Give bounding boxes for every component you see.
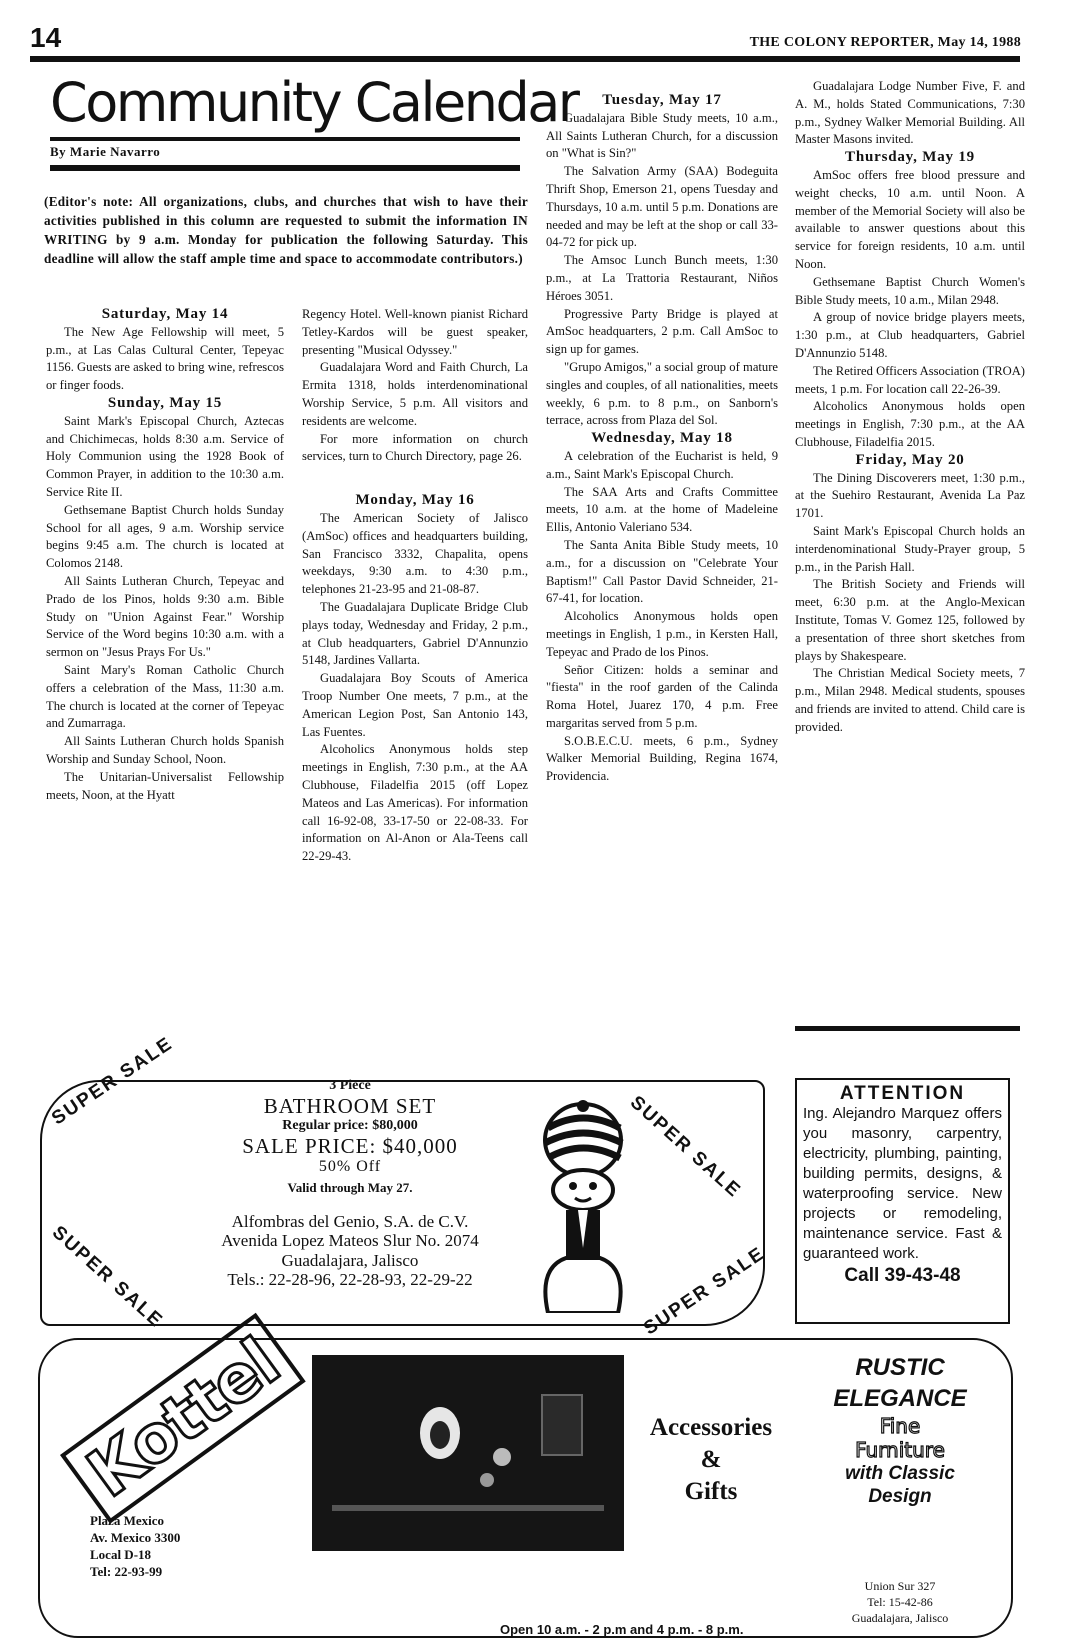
day-heading-saturday: Saturday, May 14 <box>101 306 229 322</box>
day-heading-tuesday: Tuesday, May 17 <box>602 92 722 108</box>
byline-rule <box>50 165 520 171</box>
listing: The Amsoc Lunch Bunch meets, 1:30 p.m., at La Trattoria Restaurant, Niños Héroes 3051. <box>546 253 778 303</box>
listing: All Saints Lutheran Church, Tepeyac and Prado de los Pinos, holds 9:30 a.m. Bible Study on "Union Against Fear." Worship Service of the Word begins 10:30 a.m. with a sermon on "Jesus Prays For Us." <box>46 573 284 660</box>
super-sale-stamp: SUPER SALE <box>47 1222 168 1333</box>
listing: Saint Mark's Episcopal Church holds an interdenominational Study-Prayer group, 5 p.m., in the Parish Hall. <box>795 523 1025 574</box>
listing: A group of novice bridge players meets, 1:30 p.m., at Club headquarters, Gabriel D'Annunzio 5148. <box>795 310 1025 360</box>
listing: Guadalajara Word and Faith Church, La Ermita 1318, holds interdenominational Worship Service, 5 p.m. All visitors and residents are welcome. <box>302 360 528 428</box>
store-hours: Open 10 a.m. - 2 p.m and 4 p.m. - 8 p.m. <box>500 1622 744 1637</box>
accessories-line: & <box>700 1446 722 1473</box>
page-number: 14 <box>30 22 62 53</box>
listing: The Christian Medical Society meets, 7 p.m., Milan 2948. Medical students, spouses and friends are invited to attend. Child care is provided. <box>795 666 1025 734</box>
rustic-line: with Classic <box>845 1463 955 1484</box>
listing: The Santa Anita Bible Study meets, 10 a.m., for a discussion on "Celebrate Your Baptism!" Call Pastor David Schneider, 21-67-41, for location. <box>546 537 778 606</box>
sale-line: 50% Off <box>318 1158 382 1176</box>
listing: Guadalajara Lodge Number Five, F. and A. M., holds Stated Communications, 7:30 p.m., Sydney Walker Memorial Building. All Master Masons invited. <box>795 79 1025 147</box>
kottel-address-line: Tel: 22-93-99 <box>90 1564 163 1579</box>
sale-line: Avenida Lopez Mateos Slur No. 2074 <box>221 1231 479 1251</box>
listing: Progressive Party Bridge is played at AmSoc headquarters, 2 p.m. Call AmSoc to sign up for games. <box>546 306 778 357</box>
rustic-line: Fine <box>879 1414 921 1438</box>
shop-photo <box>312 1355 624 1551</box>
sale-line: Regular price: $80,000 <box>282 1118 418 1134</box>
rustic-address <box>805 1578 995 1626</box>
kottel-address-line: Av. Mexico 3300 <box>90 1530 181 1545</box>
listing: Gethsemane Baptist Church Women's Bible Study meets, 10 a.m., Milan 2948. <box>795 274 1025 307</box>
title-rule <box>50 137 520 141</box>
byline: By Marie Navarro <box>50 144 161 159</box>
listing: The Retired Officers Association (TROA) meets, 1 p.m. For location call 22-26-39. <box>795 363 1025 396</box>
kottel-address-line: Plaza Mexico <box>90 1513 164 1528</box>
listing: Saint Mark's Episcopal Church, Aztecas and Chichimecas, holds 8:30 a.m. Service of Holy Communion using the 1928 Book of Common Prayer, in addition to the 10:30 a.m. Service Rite II. <box>46 413 284 499</box>
accessories-line: Gifts <box>684 1478 738 1505</box>
listing: Alcoholics Anonymous holds step meetings in English, 7:30 p.m., at the AA Clubhouse, Filadelfia 2015 (off Lopez Mateos and Las Americas). For information call 16-92-08, 33-17-50 or 22-08-33. For information on Al-Anon or Ala-Teens call 22-29-43. <box>302 742 528 864</box>
rustic-address-line: Union Sur 327 <box>864 1579 936 1593</box>
column-4-end-rule <box>795 1026 1020 1031</box>
listing: Señor Citizen: holds a seminar and "fiesta" in the roof garden of the Calinda Roma Hotel, Juarez 170, 4 p.m. Free margaritas served from 5 p.m. <box>546 662 778 730</box>
super-sale-stamp: SUPER SALE <box>640 1242 769 1340</box>
listing: AmSoc offers free blood pressure and weight checks, 10 a.m. until Noon. A member of the Memorial Society will also be available to answer questions about this service for foreign residents, 10 a.m. until Noon. <box>795 167 1025 271</box>
listing: The British Society and Friends will meet, 6:30 p.m. at the Anglo-Mexican Institute, Tomas V. Gomez 125, followed by a presentation of three short sketches from plays by Shakespeare. <box>795 577 1025 663</box>
sale-line: Alfombras del Genio, S.A. de C.V. <box>231 1211 469 1231</box>
column-2 <box>302 306 528 866</box>
listing: The New Age Fellowship will meet, 5 p.m., at Las Calas Cultural Center, Tepeyac 1156. Guests are asked to bring wine, refrescos or finger foods. <box>46 324 284 393</box>
listing: A celebration of the Eucharist is held, 9 a.m., Saint Mark's Episcopal Church. <box>546 448 778 481</box>
shop-photo-image <box>312 1355 624 1551</box>
column-1 <box>46 306 284 804</box>
rustic-address-line: Tel: 15-42-86 <box>867 1595 933 1609</box>
listing: For more information on church services, turn to Church Directory, page 26. <box>302 431 528 464</box>
listing: The Salvation Army (SAA) Bodeguita Thrift Shop, Emerson 21, opens Tuesday and Thursdays, 10 a.m. until 5 p.m. Donations are needed and may be left at the shop or call 33-04-72 for pick up. <box>546 164 778 250</box>
listing: S.O.B.E.C.U. meets, 6 p.m., Sydney Walker Memorial Building, Regina 1674, Providencia. <box>546 733 778 784</box>
top-rule <box>30 56 1020 62</box>
listing: The Guadalajara Duplicate Bridge Club plays today, Wednesday and Friday, 2 p.m., at Club headquarters, Gabriel D'Annunzio 5148, Jardines Vallarta. <box>302 599 528 668</box>
column-3 <box>546 86 778 786</box>
listing: The Unitarian-Universalist Fellowship meets, Noon, at the Hyatt <box>46 769 284 802</box>
listing: The Dining Discoverers meet, 1:30 p.m., at the Suehiro Restaurant, Avenida La Paz 1701. <box>795 470 1025 521</box>
rustic-address-line: Guadalajara, Jalisco <box>851 1611 949 1625</box>
sale-line: Valid through May 27. <box>287 1179 413 1195</box>
day-heading-monday: Monday, May 16 <box>355 492 475 509</box>
listing: Alcoholics Anonymous holds open meetings in English, 7:30 p.m., at the AA Clubhouse, Filadelfia 2015. <box>795 399 1025 449</box>
editors-note: (Editor's note: All organizations, clubs, and churches that wish to have their activities published in this column are requested to submit the information IN WRITING by 9 a.m. Monday for publication the following Saturday. This deadline will allow the staff ample time and space to accommodate contributors.) <box>44 194 528 266</box>
sale-phones: Tels.: 22-28-96, 22-28-93, 22-29-22 <box>227 1270 473 1290</box>
masthead: THE COLONY REPORTER, May 14, 1988 <box>749 35 1021 50</box>
listing: Saint Mary's Roman Catholic Church offers a celebration of the Mass, 11:30 a.m. The church is located at the corner of Tepeyac and Zumarraga. <box>46 662 284 731</box>
listing: Regency Hotel. Well-known pianist Richard Tetley-Kardos will be guest speaker, presenting "Musical Odyssey." <box>302 307 528 357</box>
attention-phone: Call 39-43-48 <box>844 1265 961 1286</box>
day-heading-thursday: Thursday, May 19 <box>845 149 975 166</box>
attention-ad <box>795 1078 1010 1324</box>
listing: The SAA Arts and Crafts Committee meets, 10 a.m. at the home of Madeleine Ellis, Antonio Valeriano 534. <box>546 484 778 535</box>
sale-product: BATHROOM SET <box>263 1094 437 1119</box>
listing: "Grupo Amigos," a social group of mature singles and couples, of all nationalities, meets weekly, 6 p.m. to 8 p.m., on Sanborn's terrace, across from Plaza del Sol. <box>546 359 778 428</box>
accessories-line: Accessories <box>649 1414 773 1441</box>
sale-line: 3 Piece <box>329 1078 371 1093</box>
rustic-line: RUSTIC <box>855 1354 945 1381</box>
day-heading-wednesday: Wednesday, May 18 <box>591 430 733 447</box>
listing: The American Society of Jalisco (AmSoc) offices and headquarters building, San Francisco 3332, Chapalita, opens weekdays, 9:30 a.m. to 4:30 p.m., telephones 21-23-95 and 21-08-87. <box>302 510 528 597</box>
listing: All Saints Lutheran Church holds Spanish Worship and Sunday School, Noon. <box>46 734 284 766</box>
rustic-line: Furniture <box>855 1438 945 1462</box>
kottel-address <box>90 1512 180 1580</box>
column-4 <box>795 78 1025 736</box>
attention-body: Ing. Alejandro Marquez offers you masonry, carpentry, electricity, plumbing, painting, building permits, designs, & waterproofing service. New projects or remodeling, maintenance service. Fast & guaranteed work. <box>803 1105 1002 1262</box>
genie-illustration <box>528 1098 638 1313</box>
accessories-gifts <box>636 1412 786 1508</box>
sale-line: Guadalajara, Jalisco <box>281 1250 419 1270</box>
day-heading-sunday: Sunday, May 15 <box>107 394 223 411</box>
day-heading-friday: Friday, May 20 <box>855 451 965 468</box>
sale-ad-text <box>150 1078 550 1290</box>
listing: Guadalajara Bible Study meets, 10 a.m., All Saints Lutheran Church, for a discussion on "What is Sin?" <box>546 110 778 161</box>
listing: Alcoholics Anonymous holds open meetings in English, 1 p.m., in Kersten Hall, Tepeyac and Prado de los Pinos. <box>546 609 778 659</box>
rustic-line: ELEGANCE <box>833 1385 967 1412</box>
sale-price: SALE PRICE: $40,000 <box>242 1134 458 1159</box>
attention-title: ATTENTION <box>839 1083 966 1104</box>
kottel-address-line: Local D-18 <box>90 1547 152 1562</box>
section-title: Community Calendar <box>50 71 578 134</box>
super-sale-stamp: SUPER SALE <box>625 1092 746 1203</box>
listing: Gethsemane Baptist Church holds Sunday School for all ages, 9 a.m. Worship service begins 9:45 a.m. The church is located at Colomos 2148. <box>46 502 284 571</box>
super-sale-stamp: SUPER SALE <box>48 1032 177 1130</box>
kottel-logo-text: Kottel <box>60 1313 306 1524</box>
rustic-elegance-ad <box>805 1352 995 1508</box>
listing: Guadalajara Boy Scouts of America Troop Number One meets, 7 p.m., at the American Legion Post, San Antonio 143, Las Fuentes. <box>302 671 528 739</box>
rustic-line: Design <box>868 1486 932 1507</box>
